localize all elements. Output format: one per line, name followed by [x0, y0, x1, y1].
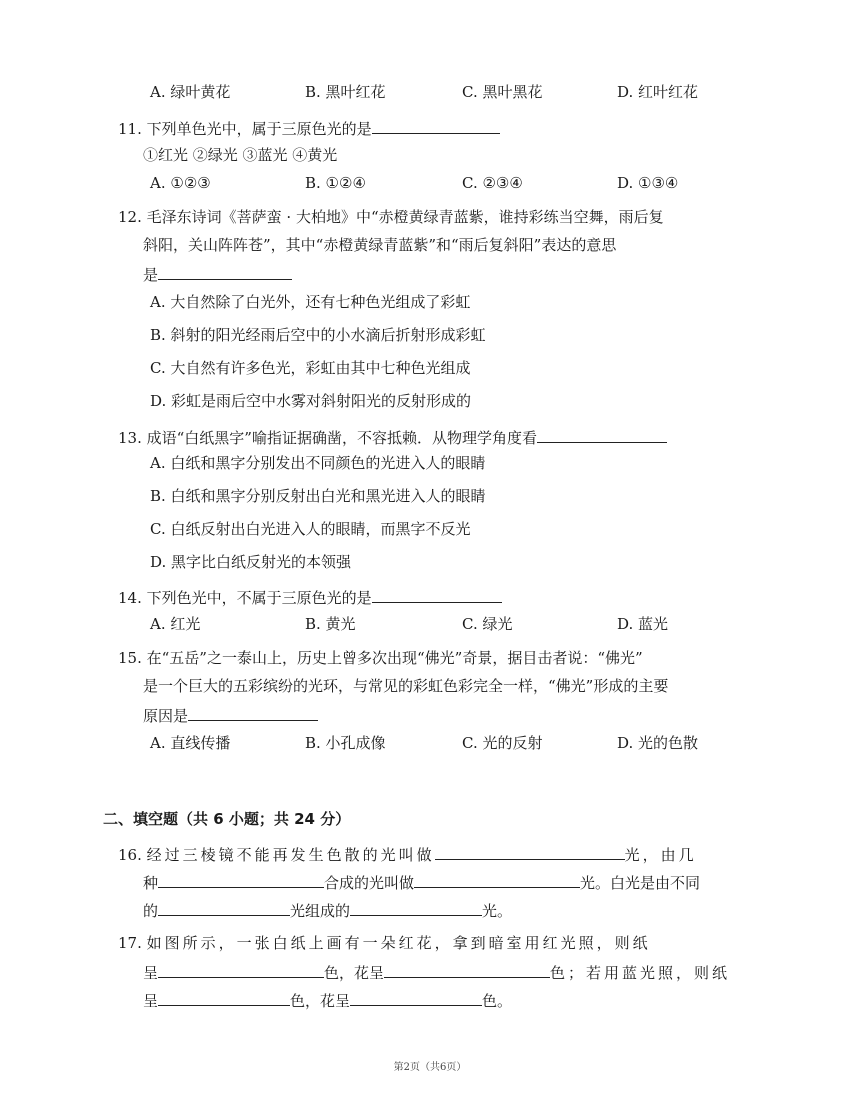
- q15-number: 15.: [118, 649, 142, 667]
- q10-option-b: B. 黑叶红花: [305, 83, 386, 101]
- q12-number: 12.: [118, 208, 142, 226]
- q11-text: 下列单色光中，属于三原色光的是: [146, 120, 372, 138]
- q11-number: 11.: [118, 120, 142, 138]
- page-footer: 第2页（共6页）: [393, 1062, 467, 1073]
- q10-option-c: C. 黑叶黑花: [462, 83, 543, 101]
- q13-number: 13.: [118, 429, 142, 447]
- q17-text-b: 呈: [143, 964, 159, 982]
- q13-option-d: D. 黑字比白纸反射光的本领强: [150, 553, 352, 571]
- q16-text-b: 光，由几: [624, 846, 697, 864]
- q16-number: 16.: [118, 846, 142, 864]
- q13-text: 成语“白纸黑字”喻指证据确凿，不容抵赖．从物理学角度看: [146, 429, 537, 447]
- q11-stem: [118, 117, 500, 139]
- q16-blank-1[interactable]: [435, 843, 625, 860]
- q14-option-d: D. 蓝光: [617, 615, 669, 633]
- q11-choices: ①红光 ②绿光 ③蓝光 ④黄光: [143, 146, 338, 164]
- q17-blank-3[interactable]: [158, 989, 290, 1006]
- q17-line2: [143, 961, 730, 983]
- q16-blank-4[interactable]: [158, 899, 290, 916]
- q17-text-e: 呈: [143, 992, 159, 1010]
- q16-blank-5[interactable]: [350, 899, 482, 916]
- q13-option-a: A. 白纸和黑字分别发出不同颜色的光进入人的眼睛: [150, 454, 486, 472]
- q16-line2: [143, 871, 700, 893]
- q16-text-a: 经过三棱镜不能再发生色散的光叫做: [146, 846, 435, 864]
- q16-text-h: 光。: [482, 902, 513, 920]
- q15-text-line1: 在“五岳”之一泰山上，历史上曾多次出现“佛光”奇景，据目击者说：“佛光”: [146, 649, 643, 667]
- q13-stem: [118, 426, 667, 448]
- q12-stem-line1: [118, 207, 664, 227]
- q17-blank-2[interactable]: [384, 961, 550, 978]
- q16-text-f: 的: [143, 902, 159, 920]
- q11-option-b: B. ①②④: [305, 174, 366, 192]
- q17-line3: [143, 989, 512, 1011]
- q12-option-b: B. 斜射的阳光经雨后空中的小水滴后折射形成彩虹: [150, 326, 486, 344]
- q15-stem-line3: [143, 704, 318, 726]
- q15-stem-line2: 是一个巨大的五彩缤纷的光环，与常见的彩虹色彩完全一样，“佛光”形成的主要: [143, 677, 669, 695]
- q17-text-a: 如图所示，一张白纸上画有一朵红花，拿到暗室用红光照，则纸: [146, 934, 651, 952]
- q14-answer-blank[interactable]: [372, 586, 502, 603]
- q12-stem-line3: [143, 263, 292, 285]
- q16-text-e: 光。白光是由不同: [580, 874, 701, 892]
- q16-text-d: 合成的光叫做: [324, 874, 415, 892]
- q15-text-line3: 原因是: [143, 707, 189, 725]
- q17-number: 17.: [118, 934, 142, 952]
- q14-number: 14.: [118, 589, 142, 607]
- q12-text-line1: 毛泽东诗词《菩萨蛮 · 大柏地》中“赤橙黄绿青蓝紫，谁持彩练当空舞，雨后复: [146, 208, 664, 226]
- q14-option-b: B. 黄光: [305, 615, 356, 633]
- q15-stem-line1: [118, 648, 643, 668]
- q11-option-c: C. ②③④: [462, 174, 523, 192]
- q15-option-b: B. 小孔成像: [305, 734, 386, 752]
- q12-answer-blank[interactable]: [158, 263, 292, 280]
- q10-option-d: D. 红叶红花: [617, 83, 699, 101]
- q17-text-d: 色；若用蓝光照，则纸: [550, 964, 731, 982]
- q17-blank-1[interactable]: [158, 961, 324, 978]
- q16-text-g: 光组成的: [290, 902, 351, 920]
- q12-text-line3: 是: [143, 266, 159, 284]
- q14-stem: [118, 586, 502, 608]
- q15-option-a: A. 直线传播: [150, 734, 231, 752]
- q16-text-c: 种: [143, 874, 159, 892]
- q17-text-f: 色，花呈: [290, 992, 351, 1010]
- q11-option-a: A. ①②③: [150, 174, 211, 192]
- q12-option-c: C. 大自然有许多色光，彩虹由其中七种色光组成: [150, 359, 471, 377]
- q12-option-d: D. 彩虹是雨后空中水雾对斜射阳光的反射形成的: [150, 392, 472, 410]
- q10-option-a: A. 绿叶黄花: [150, 83, 231, 101]
- q17-text-c: 色，花呈: [324, 964, 385, 982]
- q12-option-a: A. 大自然除了白光外，还有七种色光组成了彩虹: [150, 293, 471, 311]
- q17-line1: [118, 933, 651, 953]
- q14-text: 下列色光中，不属于三原色光的是: [146, 589, 372, 607]
- q11-answer-blank[interactable]: [372, 117, 500, 134]
- q16-line3: [143, 899, 512, 921]
- q11-option-d: D. ①③④: [617, 174, 679, 192]
- q15-option-d: D. 光的色散: [617, 734, 699, 752]
- section-heading-fill-in: 二、填空题（共 6 小题；共 24 分）: [103, 810, 351, 828]
- q14-option-c: C. 绿光: [462, 615, 513, 633]
- q12-stem-line2: 斜阳，关山阵阵苍”，其中“赤橙黄绿青蓝紫”和“雨后复斜阳”表达的意思: [143, 236, 617, 254]
- q17-text-g: 色。: [482, 992, 513, 1010]
- q13-option-c: C. 白纸反射出白光进入人的眼睛，而黑字不反光: [150, 520, 471, 538]
- q13-option-b: B. 白纸和黑字分别反射出白光和黑光进入人的眼睛: [150, 487, 486, 505]
- q16-line1: [118, 843, 697, 865]
- q14-option-a: A. 红光: [150, 615, 201, 633]
- q15-option-c: C. 光的反射: [462, 734, 543, 752]
- q17-blank-4[interactable]: [350, 989, 482, 1006]
- q15-answer-blank[interactable]: [188, 704, 318, 721]
- q13-answer-blank[interactable]: [537, 426, 667, 443]
- q16-blank-2[interactable]: [158, 871, 324, 888]
- q16-blank-3[interactable]: [414, 871, 580, 888]
